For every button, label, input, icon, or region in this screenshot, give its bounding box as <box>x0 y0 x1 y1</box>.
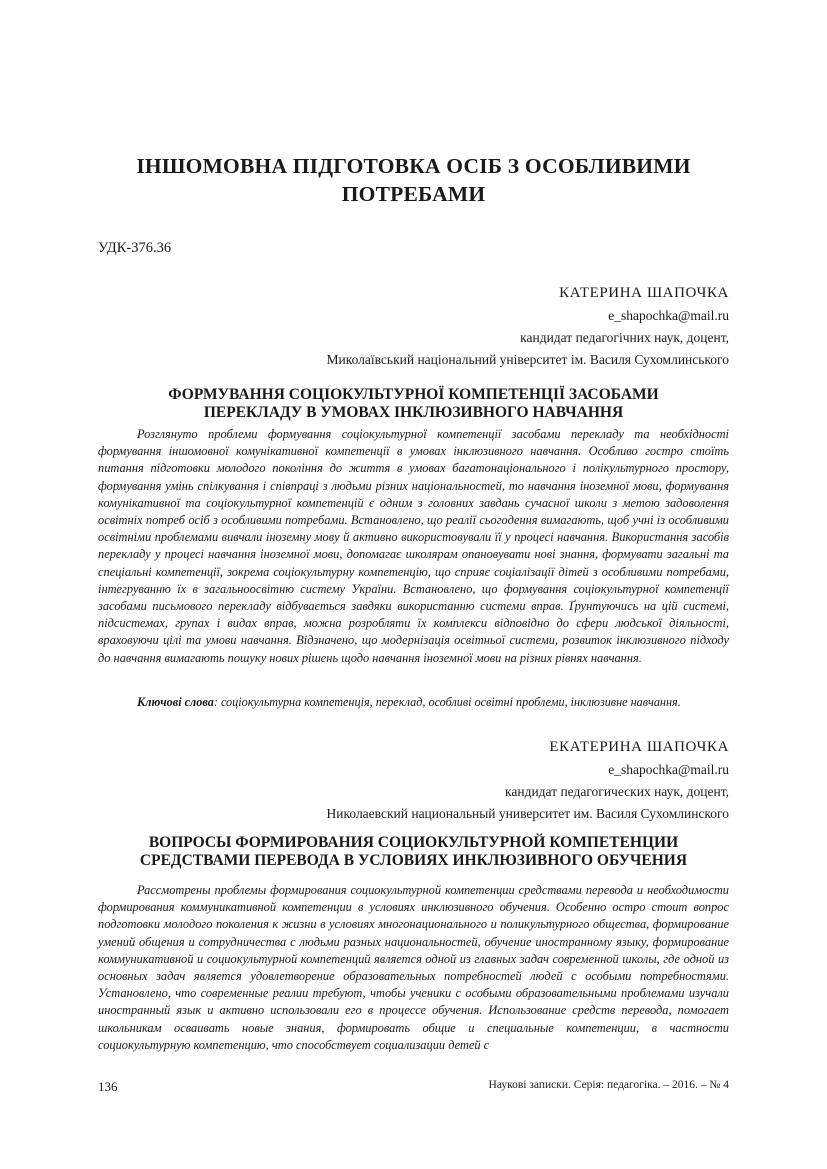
abstract-ru: Рассмотрены проблемы формирования социокультурной компетенции средствами перевода и необходимости формирования коммуникативной компетенции в условиях инклюзивного обучения. Особенно остро стоит вопрос подготовки молодого поколения к жизни в условиях многонационального и поликультурного общества, формирование умений общения и сотрудничества с людьми разных национальностей, обучение иностранному языку, формирование коммуникативной и социокультурной компетенций является одной из главных задач современной школы, где одной из основных задач является удовлетворение образовательных потребностей людей с особыми потребностями. Установлено, что современные реалии требуют, чтобы ученики с особыми образовательными проблемами изучали иностранный язык и активно использовали его в процессе обучения. Использование средств перевода, помогает школьникам осваивать новые знания, формировать общие и специальные компетенции, в частности социокультурную компетенцию, что способствует социализации детей с <box>98 883 729 1052</box>
section-title <box>80 152 747 208</box>
author-block-ua <box>98 281 729 371</box>
author-name-ru: ЕКАТЕРИНА ШАПОЧКА <box>549 739 729 755</box>
author-affiliation-ua: Миколаївський національний університет ім. Василя Сухомлинського <box>326 352 729 367</box>
abstract-ua: Розглянуто проблеми формування соціокультурної компетенції засобами перекладу та необхідності формування іншомовної комунікативної компетенції в умовах інклюзивного навчання. Особливо гостро стоїть питання підготовки молодого покоління до життя в умовах багатонаціонального і полікультурного простору, формування умінь спілкування і співпраці з людьми різних національностей, то навчання іноземної мови, формування комунікативної та соціокультурної компетенцій є одним з головних завдань сучасної школи з метою задоволення освітніх потреб осіб з особливими потребами. Встановлено, що реалії сьогодення вимагають, щоб учні із особливими освітніми проблемами вивчали іноземну мову й активно використовували її у процесі навчання. Використання засобів перекладу у процесі навчання іноземної мови, допомагає школярам опановувати нові знання, формувати загальні та спеціальні компетенції, зокрема соціокультурну компетенцію, що сприяє соціалізації дітей з особливими потребами, інтегруванню їх в загальноосвітню систему України. Встановлено, що формування соціокультурної компетенції засобами письмового перекладу відбувається завдяки використанню системи вправ. Ґрунтуючись на цій системі, підсистемах, групах і видах вправ, можна розробляти їх комплекси відповідно до сфери людської діяльності, враховуючи цілі та умови навчання. Відзначено, що модернізація освітньої системи, розвиток інклюзивного підходу до навчання вимагають пошуку нових рішень щодо навчання іноземної мови на різних рівнях навчання. <box>98 427 729 665</box>
journal-reference: Наукові записки. Серія: педагогіка. – 2016. – № 4 <box>488 1079 729 1091</box>
page-number: 136 <box>98 1079 118 1094</box>
author-degree-ru: кандидат педагогических наук, доцент, <box>505 784 729 799</box>
author-email-ru: e_shapochka@mail.ru <box>608 762 729 777</box>
article-title-ru-line-2: СРЕДСТВАМИ ПЕРЕВОДА В УСЛОВИЯХ ИНКЛЮЗИВНОГО ОБУЧЕНИЯ <box>139 852 688 869</box>
article-title-ua-line-2: ПЕРЕКЛАДУ В УМОВАХ ІНКЛЮЗИВНОГО НАВЧАННЯ <box>203 404 624 421</box>
author-degree-ua: кандидат педагогічних наук, доцент, <box>520 330 729 345</box>
author-block-ru <box>98 735 729 825</box>
section-title-line-2: ПОТРЕБАМИ <box>341 182 486 206</box>
article-title-ua-line-1: ФОРМУВАННЯ СОЦІОКУЛЬТУРНОЇ КОМПЕТЕНЦІЇ ЗАСОБАМИ <box>168 386 659 403</box>
keywords-text: : соціокультурна компетенція, переклад, особливі освітні проблеми, інклюзивне навчання. <box>213 695 681 709</box>
author-name-ua: КАТЕРИНА ШАПОЧКА <box>559 285 729 301</box>
section-title-line-1: ІНШОМОВНА ПІДГОТОВКА ОСІБ З ОСОБЛИВИМИ <box>136 154 691 178</box>
udc-code: УДК-376.36 <box>98 240 172 256</box>
author-email-ua: e_shapochka@mail.ru <box>608 308 729 323</box>
keywords-ua <box>98 694 729 711</box>
article-title-ru <box>98 834 729 870</box>
keywords-label: Ключові слова <box>137 695 214 709</box>
article-title-ua <box>98 386 729 422</box>
article-title-ru-line-1: ВОПРОСЫ ФОРМИРОВАНИЯ СОЦИОКУЛЬТУРНОЙ КОМПЕТЕНЦИИ <box>148 834 679 851</box>
author-affiliation-ru: Николаевский национальный университет им. Василя Сухомлинского <box>326 806 729 821</box>
